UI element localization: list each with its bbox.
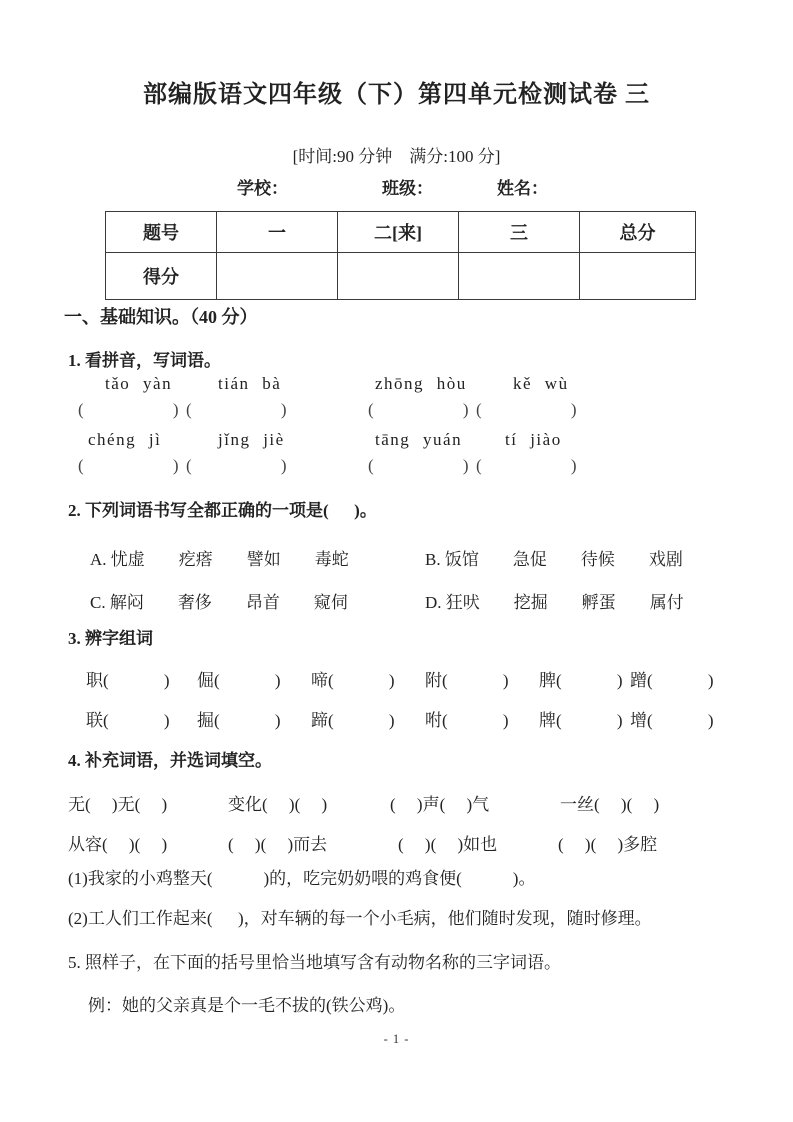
char-blank: 牌( ): [539, 711, 623, 730]
q3-row2: [0, 706, 793, 730]
word-blank: 一丝( )( ): [560, 795, 660, 814]
school-label: 学校：: [237, 179, 288, 198]
word-blank: ( )声( )气: [390, 795, 490, 814]
option-c: C. 解闷 奢侈 昂首 窥伺: [90, 593, 348, 612]
q4-fill-sentence-1: (1)我家的小鸡整天( )的，吃完奶奶喂的鸡食便( )。: [68, 869, 536, 888]
char-blank: 啼( ): [311, 671, 395, 690]
pinyin-word: kě wù: [513, 374, 569, 393]
score-table: [105, 211, 696, 300]
word-blank: 无( )无( ): [68, 795, 168, 814]
q2-heading: 2. 下列词语书写全都正确的一项是( )。: [68, 501, 377, 520]
pinyin-word: tāng yuán: [375, 430, 463, 449]
q2-options-row2: [0, 588, 793, 612]
pinyin-word: tián bà: [218, 374, 282, 393]
q5-example: 例：她的父亲真是个一毛不拔的(铁公鸡)。: [88, 996, 406, 1015]
char-blank: 掘( ): [197, 711, 281, 730]
answer-blank: ( ): [78, 400, 179, 419]
char-blank: 蹄( ): [311, 711, 395, 730]
char-blank: 蹭( ): [630, 671, 714, 690]
q3-heading: 3. 辨字组词: [68, 629, 153, 648]
answer-blank: ( ): [78, 456, 179, 475]
score-cell-empty: [459, 253, 580, 300]
q1-heading: 1. 看拼音，写词语。: [68, 351, 221, 370]
char-blank: 倔( ): [197, 671, 281, 690]
char-blank: 脾( ): [539, 671, 623, 690]
char-blank: 职( ): [86, 671, 170, 690]
score-cell-empty: [217, 253, 338, 300]
q1-answer-row2: [0, 456, 793, 480]
score-table-cell-part1: 一: [217, 212, 338, 253]
char-blank: 附( ): [425, 671, 509, 690]
q1-answer-row1: [0, 400, 793, 424]
q4-words-row2: [0, 830, 793, 854]
pinyin-word: tǎo yàn: [105, 374, 173, 393]
score-table-cell-part3: 三: [459, 212, 580, 253]
answer-blank: ( ): [186, 456, 287, 475]
word-blank: ( )( )而去: [228, 835, 328, 854]
section1-heading: 一、基础知识。（40 分）: [64, 307, 258, 327]
answer-blank: ( ): [186, 400, 287, 419]
score-cell-empty: [580, 253, 696, 300]
pinyin-word: tí jiào: [505, 430, 562, 449]
pinyin-word: zhōng hòu: [375, 374, 467, 393]
student-info-line: [0, 174, 793, 198]
pinyin-word: chéng jì: [88, 430, 162, 449]
word-blank: ( )( )如也: [398, 835, 498, 854]
answer-blank: ( ): [368, 400, 469, 419]
score-cell-empty: [338, 253, 459, 300]
option-d: D. 狂吠 挖掘 孵蛋 属付: [425, 593, 684, 612]
q3-row1: [0, 666, 793, 690]
q4-heading: 4. 补充词语，并选词填空。: [68, 751, 272, 770]
word-blank: 变化( )( ): [228, 795, 328, 814]
time-score-line: [时间:90 分钟 满分:100 分]: [292, 147, 501, 166]
pinyin-word: jǐng jiè: [218, 430, 285, 449]
word-blank: ( )( )多腔: [558, 835, 658, 854]
q5-heading: 5. 照样子，在下面的括号里恰当地填写含有动物名称的三字词语。: [68, 953, 561, 972]
answer-blank: ( ): [476, 456, 577, 475]
char-blank: 咐( ): [425, 711, 509, 730]
q1-pinyin-row2: [0, 430, 793, 454]
score-table-score-row: [106, 253, 696, 300]
word-blank: 从容( )( ): [68, 835, 168, 854]
score-table-cell-label: 题号: [106, 212, 217, 253]
score-table-cell-total: 总分: [580, 212, 696, 253]
page-number: - 1 -: [383, 1032, 410, 1046]
page-title: 部编版语文四年级（下）第四单元检测试卷 三: [143, 82, 650, 108]
answer-blank: ( ): [476, 400, 577, 419]
answer-blank: ( ): [368, 456, 469, 475]
q2-options-row1: [0, 545, 793, 569]
option-b: B. 饭馆 急促 待候 戏剧: [425, 550, 683, 569]
name-label: 姓名：: [497, 179, 548, 198]
score-row-label: 得分: [106, 253, 217, 300]
class-label: 班级：: [382, 179, 433, 198]
char-blank: 联( ): [86, 711, 170, 730]
q4-words-row1: [0, 790, 793, 814]
option-a: A. 忧虚 疙瘩 譬如 毒蛇: [90, 550, 349, 569]
q1-pinyin-row1: [0, 374, 793, 398]
score-table-header-row: [106, 212, 696, 253]
q4-fill-sentence-2: (2)工人们工作起来( )，对车辆的每一个小毛病，他们随时发现，随时修理。: [68, 909, 652, 928]
char-blank: 增( ): [630, 711, 714, 730]
score-table-cell-part2: 二[来]: [338, 212, 459, 253]
